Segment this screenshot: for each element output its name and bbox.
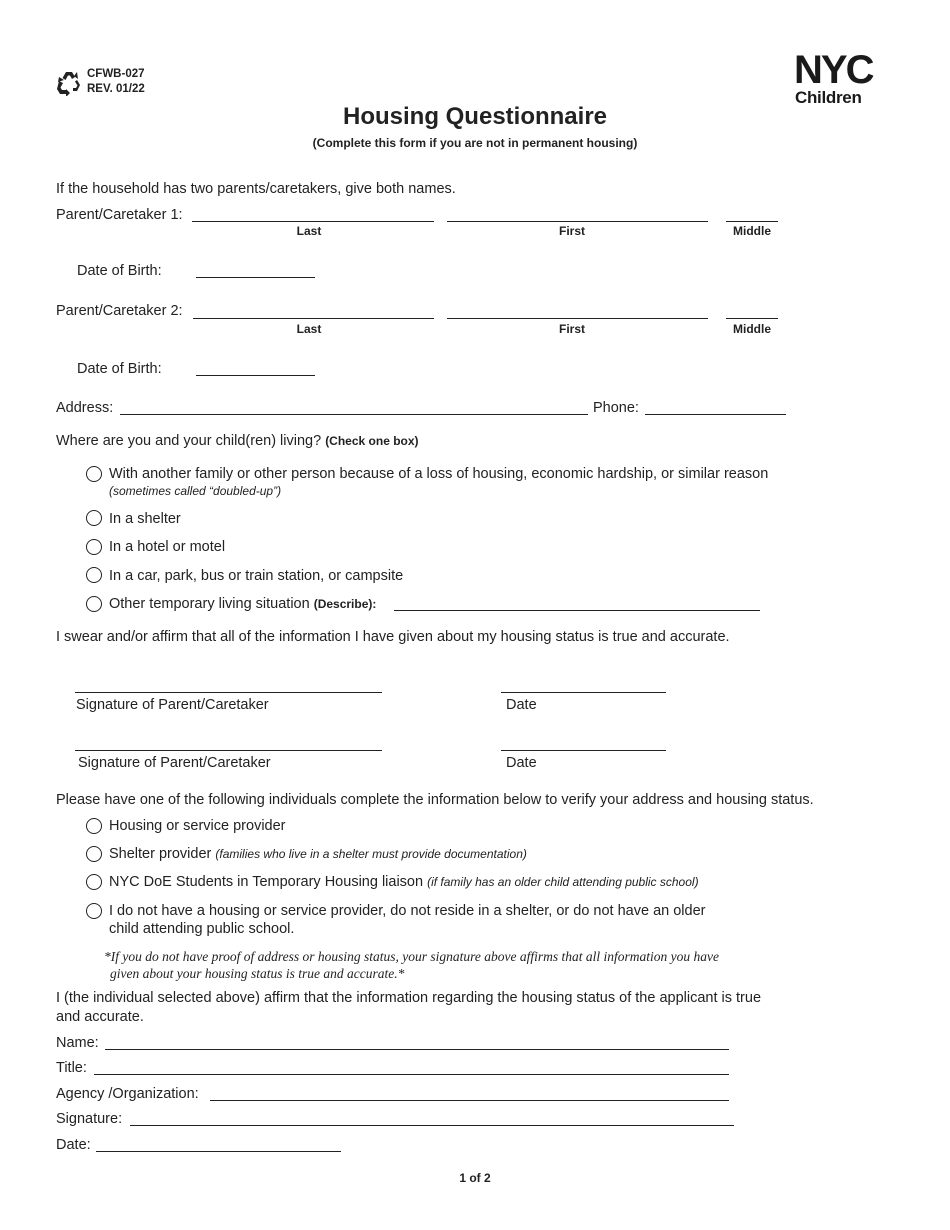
describe-label: (Describe): bbox=[313, 597, 377, 611]
verifier-name-field[interactable] bbox=[105, 1049, 729, 1050]
verifier-title-label: Title: bbox=[56, 1060, 87, 1076]
option-doe-liaison bbox=[109, 874, 699, 890]
radio-hotel-motel[interactable] bbox=[86, 539, 102, 555]
check-one-instruction: (Check one box) bbox=[325, 434, 419, 448]
radio-shelter-provider[interactable] bbox=[86, 846, 102, 862]
proof-note-line1: *If you do not have proof of address or housing status, your signature above affirms that all information you have bbox=[104, 949, 719, 964]
phone-label: Phone: bbox=[593, 400, 639, 416]
date2-caption: Date bbox=[506, 755, 537, 771]
parents-intro: If the household has two parents/caretakers, give both names. bbox=[56, 181, 456, 197]
recycle-icon bbox=[55, 70, 83, 96]
verifier-affirm-line2: and accurate. bbox=[56, 1009, 144, 1025]
parent2-first-caption: First bbox=[558, 322, 586, 336]
logo-nyc-text: NYC bbox=[794, 48, 873, 92]
option-doubled-up: With another family or other person because of a loss of housing, economic hardship, or similar reason bbox=[109, 466, 769, 482]
radio-housing-provider[interactable] bbox=[86, 818, 102, 834]
date1-field[interactable] bbox=[501, 692, 666, 693]
option-housing-provider: Housing or service provider bbox=[109, 818, 286, 834]
phone-field[interactable] bbox=[645, 414, 786, 415]
doubled-up-note: (sometimes called “doubled-up”) bbox=[109, 484, 282, 498]
signature1-field[interactable] bbox=[75, 692, 382, 693]
parent2-middle-caption: Middle bbox=[733, 322, 771, 336]
option-doe-liaison-text: NYC DoE Students in Temporary Housing liaison bbox=[109, 874, 424, 890]
parent1-middle-caption: Middle bbox=[733, 224, 771, 238]
option-other-temporary bbox=[109, 596, 376, 612]
option-car-park-station: In a car, park, bus or train station, or campsite bbox=[109, 568, 404, 584]
nyc-children-logo bbox=[794, 48, 894, 110]
option-no-provider-line2: child attending public school. bbox=[109, 921, 295, 937]
liaison-note: (if family has an older child attending public school) bbox=[427, 875, 699, 889]
parent2-last-caption: Last bbox=[296, 322, 322, 336]
signature2-field[interactable] bbox=[75, 750, 382, 751]
form-code: CFWB-027 bbox=[87, 68, 145, 80]
parent2-last-field[interactable] bbox=[193, 318, 434, 319]
parent1-last-field[interactable] bbox=[192, 221, 434, 222]
proof-note-line2: given about your housing status is true and accurate.* bbox=[110, 966, 405, 981]
date2-field[interactable] bbox=[501, 750, 666, 751]
option-shelter-provider-text: Shelter provider bbox=[109, 846, 212, 862]
page-number: 1 of 2 bbox=[459, 1171, 491, 1185]
parent1-label: Parent/Caretaker 1: bbox=[56, 207, 183, 223]
verifier-title-field[interactable] bbox=[94, 1074, 729, 1075]
parent2-dob-field[interactable] bbox=[196, 375, 315, 376]
describe-field[interactable] bbox=[394, 610, 760, 611]
form-revision: REV. 01/22 bbox=[87, 83, 145, 95]
logo-children-text: Children bbox=[795, 88, 862, 107]
radio-other-temporary[interactable] bbox=[86, 596, 102, 612]
signature2-caption: Signature of Parent/Caretaker bbox=[78, 755, 271, 771]
option-hotel-motel: In a hotel or motel bbox=[109, 539, 226, 555]
parent1-last-caption: Last bbox=[296, 224, 322, 238]
verifier-affirm-line1: I (the individual selected above) affirm that the information regarding the housing status of the applicant is true bbox=[56, 990, 762, 1006]
shelter-note: (families who live in a shelter must provide documentation) bbox=[215, 847, 527, 861]
parent1-dob-label: Date of Birth: bbox=[77, 263, 162, 279]
verifier-signature-field[interactable] bbox=[130, 1125, 734, 1126]
verifier-agency-field[interactable] bbox=[210, 1100, 729, 1101]
parent1-middle-field[interactable] bbox=[726, 221, 778, 222]
address-label: Address: bbox=[56, 400, 114, 416]
parent1-first-field[interactable] bbox=[447, 221, 708, 222]
radio-no-provider[interactable] bbox=[86, 903, 102, 919]
option-other-temporary-text: Other temporary living situation bbox=[109, 596, 310, 612]
option-shelter-provider bbox=[109, 846, 527, 862]
verifier-date-field[interactable] bbox=[96, 1151, 341, 1152]
verifier-agency-label: Agency /Organization: bbox=[56, 1086, 199, 1102]
parent1-first-caption: First bbox=[558, 224, 586, 238]
verifier-date-label: Date: bbox=[56, 1137, 91, 1153]
parent2-label: Parent/Caretaker 2: bbox=[56, 303, 183, 319]
radio-car-park-station[interactable] bbox=[86, 567, 102, 583]
date1-caption: Date bbox=[506, 697, 537, 713]
verification-intro: Please have one of the following individuals complete the information below to verify your address and housing status. bbox=[56, 792, 814, 808]
address-field[interactable] bbox=[120, 414, 588, 415]
verifier-signature-label: Signature: bbox=[56, 1111, 123, 1127]
living-question bbox=[56, 433, 419, 449]
option-no-provider-line1: I do not have a housing or service provider, do not reside in a shelter, or do not have an older bbox=[109, 903, 706, 919]
verifier-name-label: Name: bbox=[56, 1035, 99, 1051]
living-question-text: Where are you and your child(ren) living? bbox=[56, 433, 322, 449]
radio-doe-liaison[interactable] bbox=[86, 874, 102, 890]
parent2-dob-label: Date of Birth: bbox=[77, 361, 162, 377]
radio-shelter[interactable] bbox=[86, 510, 102, 526]
radio-doubled-up[interactable] bbox=[86, 466, 102, 482]
parent2-middle-field[interactable] bbox=[726, 318, 778, 319]
signature1-caption: Signature of Parent/Caretaker bbox=[76, 697, 269, 713]
option-shelter: In a shelter bbox=[109, 511, 181, 527]
page-subtitle: (Complete this form if you are not in permanent housing) bbox=[312, 136, 638, 150]
affirmation-statement: I swear and/or affirm that all of the information I have given about my housing status is true and accurate. bbox=[56, 629, 730, 645]
page-title: Housing Questionnaire bbox=[342, 103, 608, 130]
parent1-dob-field[interactable] bbox=[196, 277, 315, 278]
parent2-first-field[interactable] bbox=[447, 318, 708, 319]
